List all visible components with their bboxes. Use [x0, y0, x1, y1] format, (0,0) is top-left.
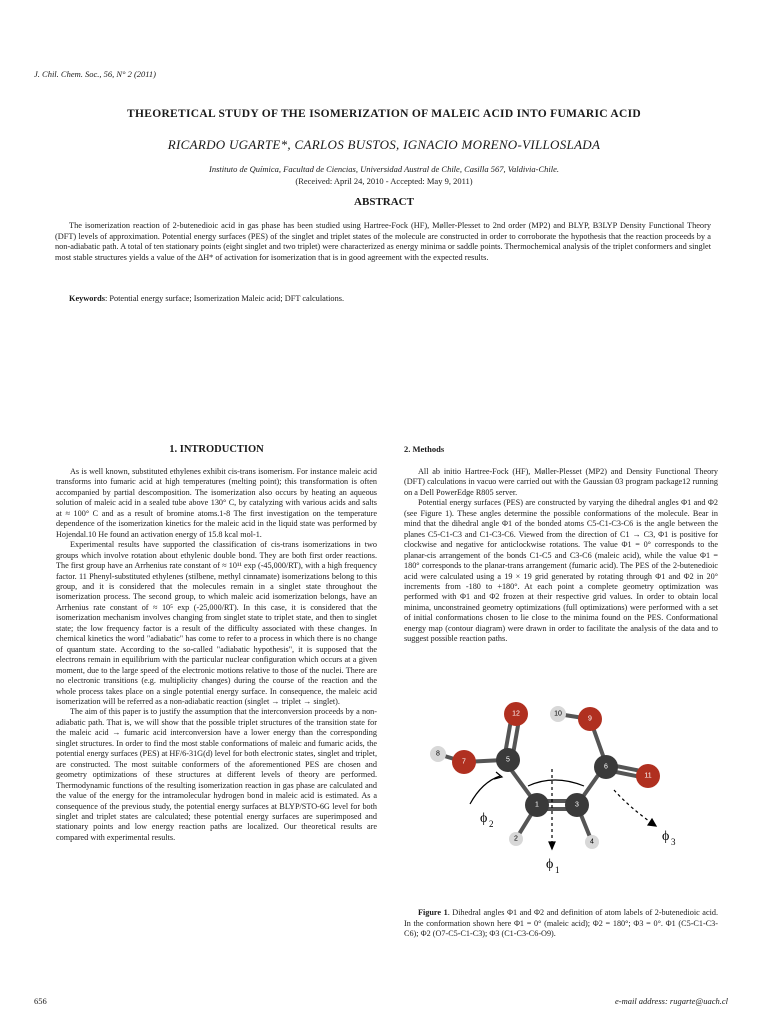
intro-paragraph-1: As is well known, substituted ethylenes exhibit cis-trans isomerism. For instance maleic acid transforms into fumaric acid at high temperatures (melting point); this transformation is often accompanied by partial descomposition. The isomerization also occurs by heating an aqueous solution of maleic acid in a sealed tube above 130° C, by catalyzing with various acids and salts at ≈ 100° C and as a result of bromine atoms.1-8 The first investigation on the temperature dependence of the isomerization kinetics for the maleic acid in the liquid state was performed by Hojendal.10 He found an activation energy of 15.8 kcal mol-1.: [56, 467, 377, 539]
atom-label-12: 12: [512, 710, 520, 718]
phi2-subscript: 2: [489, 819, 494, 829]
atom-label-10: 10: [554, 710, 562, 718]
article-title: THEORETICAL STUDY OF THE ISOMERIZATION OF MALEIC ACID INTO FUMARIC ACID: [127, 108, 641, 120]
figure-caption-label: Figure 1: [418, 908, 448, 917]
atom-label-6: 6: [604, 763, 608, 771]
received-dates: (Received: April 24, 2010 - Accepted: May 9, 2011): [295, 176, 473, 186]
intro-paragraph-3: The aim of this paper is to justify the assumption that the interconversion proceeds by a non-adiabatic path. That is, we will show that the possible triplet structures of the transition state for the maleic acid → fumaric acid interconversion have a lower energy than the corresponding singlet structures. In order to find the most stable conformations of maleic and fumaric acids, the potential energy surfaces (PES) at HF/6-31G(d) level for both electronic states, singlet and triplet, are constructed. The most suitable conformers of the aforementioned PES are chosen and geometry optimizations of these structures at different levels of theory are performed. Thermodynamic functions of the resulting isomerization reaction in gas phase are calculated and the value of the energy for the intramolecular hydrogen bond in maleic acid is estimated. As a consequence of the previous study, the potential energy surfaces at BLYP/STO-6G level for both singlet and triplet states are calculated; these potential energy surfaces are superimposed and stationary points and low energy reaction paths are localized. Our theoretical results are compared with experimental results.: [56, 707, 377, 842]
atom-label-3: 3: [575, 801, 579, 809]
abstract-text: The isomerization reaction of 2-butenedioic acid in gas phase has been studied using Hartree-Fock (HF), Møller-Plesset to 2nd order (MP2) and BLYP, B3LYP Density Functional Theory (DFT) levels of approximation. Potential energy surfaces (PES) of the singlet and triplet states of the molecule are constructed in order to corroborate the hypothesis that the reaction proceeds by a non-adiabatic path. A total of ten stationary points (eight singlet and two triplet) were characterized as energy minima or saddle points. Thermochemical analysis of the triplet conformers and singlet most stable structures yields a value of the ΔH* of activation for isomerization that is in good agreement with the expected results.: [55, 221, 711, 262]
phi3-arrow: [614, 790, 656, 826]
methods-heading: 2. Methods: [404, 444, 445, 454]
bonds: [438, 714, 646, 842]
corresponding-email: e-mail address: rugarte@uach.cl: [614, 996, 728, 1006]
phi3-arrowhead: [648, 819, 656, 826]
phi1-label: ϕ: [546, 857, 554, 872]
atom-label-11: 11: [644, 772, 652, 780]
atom-label-4: 4: [590, 838, 594, 846]
article-authors: RICARDO UGARTE*, CARLOS BUSTOS, IGNACIO MORENO-VILLOSLADA: [167, 137, 601, 152]
atom-label-5: 5: [506, 756, 510, 764]
methods-paragraph-2: Potential energy surfaces (PES) are constructed by varying the dihedral angles Φ1 and Φ2 (see Figure 1). These angles determine the possible conformations of the molecule. Bear in mind that the dihedral angle Φ1 of the bonded atoms C5-C1-C3-C6 is the angle between the planes C5-C1-C3 and C1-C3-C6. Viewed from the direction of C1 → C3, Φ1 is positive for clockwise and negative for anticlockwise rotations. The value Φ1 = 0° corresponds to the planar-cis arrangement of the bonds C1-C5 and C3-C6 (maleic acid), while the value Φ1 = 180° corresponds to the planar-trans arrangement (fumaric acid). The PES of the 2-butenedioic acid were calculated using a 19 × 19 grid generated by rotating through Φ1 and Φ2 in 20° increments from -180 to +180°. At each point a complete geometry optimization was performed with Φ1 and Φ2 frozen at their respective grid values. In order to obtain local minima, unconstrained geometry optimizations (full optimizations) were performed with a set of initial conformations chosen to lie close to the minima found on the PES. Conformational energy map (contour diagram) were drawn in order to facilitate the analysis of the data and to suggest possible reaction paths.: [404, 498, 718, 644]
phi2-arrow: [470, 776, 500, 804]
abstract-heading: ABSTRACT: [354, 196, 414, 208]
left-column: [56, 444, 377, 843]
phi1-subscript: 1: [555, 865, 560, 875]
figure-caption: [404, 908, 718, 940]
atom-label-7: 7: [462, 758, 466, 766]
introduction-heading: 1. INTRODUCTION: [169, 444, 264, 455]
keywords-label: Keywords: [69, 294, 105, 303]
central-rotation-arrow: [528, 780, 584, 786]
methods-paragraph-1: All ab initio Hartree-Fock (HF), Møller-Plesset (MP2) and Density Functional Theory (DFT) calculations in vacuo were carried out with the Gaussian 03 program package12 running on a Dell PowerEdge R805 server.: [404, 467, 718, 497]
atom-label-8: 8: [436, 750, 440, 758]
atom-label-1: 1: [535, 801, 539, 809]
figure-1: [404, 564, 718, 894]
phi3-label: ϕ: [662, 829, 670, 844]
phi2-label: ϕ: [480, 811, 488, 826]
phi1-arrowhead: [549, 842, 555, 849]
figure-caption-text: . Dihedral angles Φ1 and Φ2 and definition of atom labels of 2-butenedioic acid. In the conformation shown here Φ1 = 0° (maleic acid); Φ2 = 180°; Φ3 = 0°. Φ1 (C5-C1-C3-C6); Φ2 (O7-C5-C1-C3); Φ3 (C1-C3-C6-O9).: [404, 908, 718, 939]
atom-labels: [436, 711, 652, 846]
molecule-diagram: [404, 564, 718, 894]
intro-paragraph-2: Experimental results have supported the classification of cis-trans isomerizations in two groups which involve rotation about ethylenic double bond. They are both first order reactions. The first group have an Arrhenius rate constant of ≈ 10¹¹ exp (-45,000/RT), with a high frequency factor. 11 Phenyl-substituted ethylenes (stilbene, methyl cinnamate) isomerizations belong to this group, and it is considered that the molecules remain in a singlet state throughout the isomerization process. The second group, to which maleic acid isomerization belongs, have an Arrhenius rate constant of ≈ 10⁵ exp (-25,000/RT). In this case, it is considered that the isomerization mechanism involves changing from singlet state to triplet state, and then to singlet state; the low frequency factor is a result of the difficulty associated with these changes. In chemical kinetics the word "adiabatic" has come to refer to a process in which there is no change of quantum state. According to the so-called "adiabatic hypothesis", it is supposed that the electrons remain in equilibrium with the particular nuclear configuration which occurs at a given moment, due to the large speed of the electronic motions relative to those of the nuclei. There are no electronic transitions (e.g. multiplicity changes) during the course of the reaction and the whole process takes place on a single potential energy surface. In consequence, the maleic acid isomerization will be referred as a non-adiabatic reaction (singlet → triplet → singlet).: [56, 540, 377, 706]
keywords: [55, 294, 711, 303]
page-number: 656: [34, 996, 47, 1006]
phi3-subscript: 3: [671, 837, 676, 847]
keywords-text: : Potential energy surface; Isomerization Maleic acid; DFT calculations.: [104, 294, 345, 303]
atom-label-2: 2: [514, 835, 518, 843]
author-affiliation: Instituto de Química, Facultad de Ciencias, Universidad Austral de Chile, Casilla 567, Valdivia-Chile.: [209, 164, 559, 174]
atom-label-9: 9: [588, 715, 592, 723]
journal-citation: J. Chil. Chem. Soc., 56, N° 2 (2011): [34, 69, 156, 79]
